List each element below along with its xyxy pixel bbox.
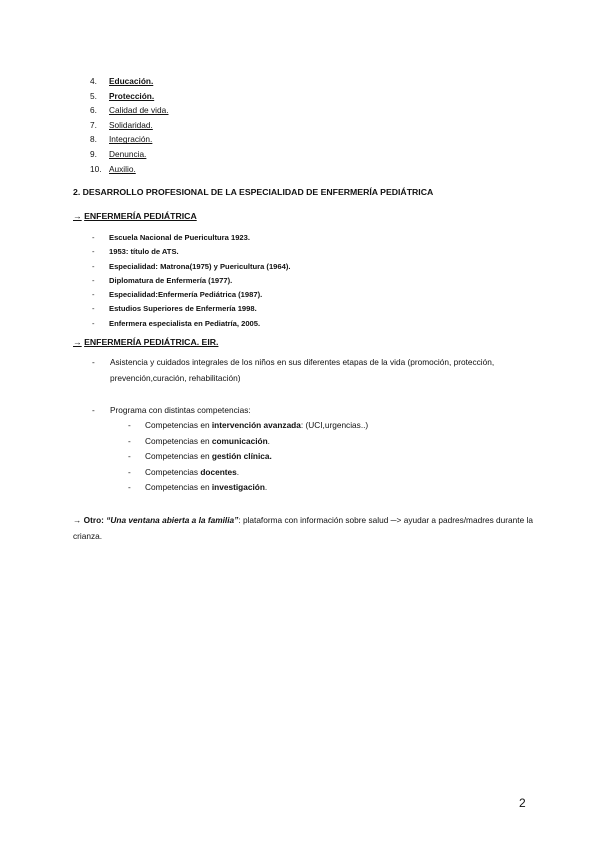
list-item: - Programa con distintas competencias: <box>92 405 251 415</box>
values-list <box>90 74 169 176</box>
otro-paragraph: → Otro: “Una ventana abierta a la familia”: plataforma con información sobre salud ─> ayudar a padres/madres durante la crianza. <box>73 515 533 541</box>
list-item: 10. Auxilio. <box>90 163 136 174</box>
arrow-right-icon: → <box>73 211 82 221</box>
list-item-label: Denuncia. <box>109 148 147 159</box>
subsection-title-eir: → ENFERMERÍA PEDIÁTRICA. EIR. <box>73 337 219 347</box>
list-item: - Diplomatura de Enfermería (1977). <box>92 275 233 285</box>
list-item: - Competencias en comunicación. <box>128 435 270 446</box>
list-item: - Competencias en gestión clínica. <box>128 451 272 462</box>
history-list <box>92 231 290 331</box>
list-item: - Especialidad:Enfermería Pediátrica (1987). <box>92 290 263 300</box>
list-item: 4. Educación. <box>90 76 154 86</box>
arrow-right-icon: → <box>73 337 82 347</box>
list-item: - Competencias en investigación. <box>128 482 268 493</box>
list-item: - Competencias docentes. <box>128 466 240 477</box>
subsection-title-enfermeria-pediatrica: → ENFERMERÍA PEDIÁTRICA <box>73 211 197 221</box>
list-item: 5. Protección. <box>90 90 155 101</box>
list-item-label: Protección. <box>109 90 155 101</box>
list-item-label: Integración. <box>109 134 153 145</box>
list-item: - Competencias en intervención avanzada: (UCI,urgencias..) <box>128 420 369 430</box>
list-item: - Estudios Superiores de Enfermería 1998. <box>92 304 257 314</box>
list-item: - Escuela Nacional de Puericultura 1923. <box>92 233 250 242</box>
list-item: - Asistencia y cuidados integrales de los niños en sus diferentes etapas de la vida (promoción, protección, prevención,curación, rehabilitación) <box>92 357 495 383</box>
page-number: 2 <box>519 796 526 810</box>
list-item: - Especialidad: Matrona(1975) y Puericultura (1964). <box>92 261 291 271</box>
list-item-label: Educación. <box>109 76 154 86</box>
list-item-label: Solidaridad. <box>109 119 153 130</box>
list-item: 9. Denuncia. <box>90 148 147 159</box>
section-title: 2. DESARROLLO PROFESIONAL DE LA ESPECIALIDAD DE ENFERMERÍA PEDIÁTRICA <box>73 187 434 197</box>
list-item-label: Auxilio. <box>109 163 136 174</box>
competencias-list <box>128 418 368 496</box>
list-item: 6. Calidad de vida. <box>90 105 169 116</box>
list-item-label: Calidad de vida. <box>109 105 169 116</box>
list-item: - 1953: título de ATS. <box>92 247 179 257</box>
list-item: 7. Solidaridad. <box>90 119 153 130</box>
arrow-right-icon: → <box>73 515 82 525</box>
list-item: 8. Integración. <box>90 134 153 145</box>
list-item: - Enfermera especialista en Pediatría, 2005. <box>92 318 261 328</box>
